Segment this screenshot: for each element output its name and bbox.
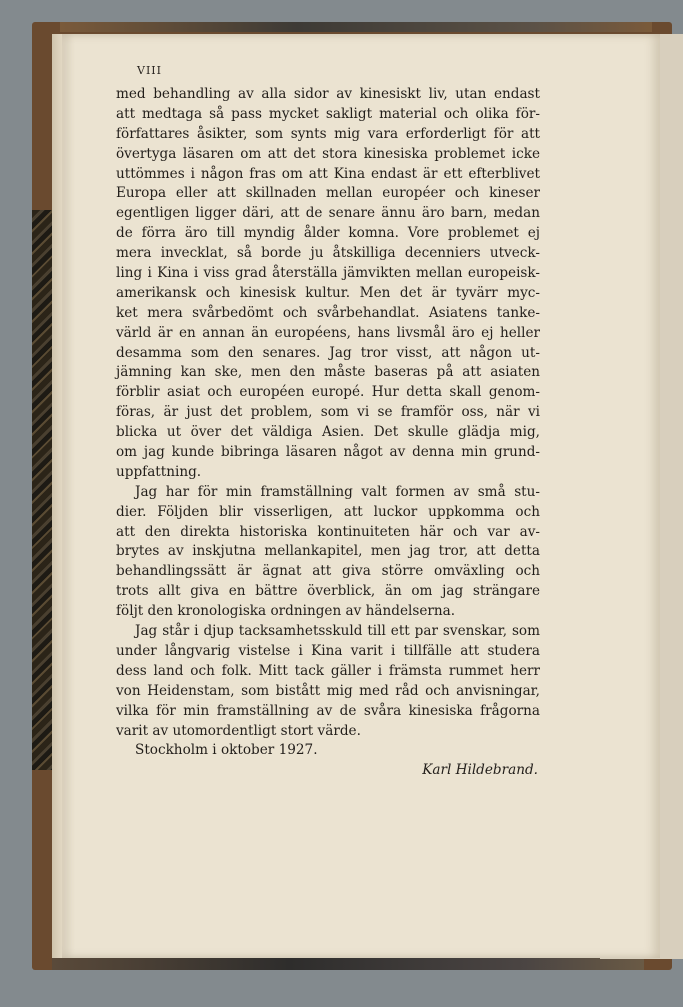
text-line: följt den kronologiska ordningen av händelserna. xyxy=(116,603,456,620)
text-line: om jag kunde bibringa läsaren något av denna min grund- xyxy=(116,444,540,461)
text-line: jämning kan ske, men den måste baseras på att asiaten xyxy=(116,364,540,381)
text-line: vilka för min framställning av de svåra kinesiska frågorna xyxy=(116,702,540,719)
text-line: föras, är just det problem, som vi se framför oss, när vi xyxy=(116,404,540,421)
text-line: amerikansk och kinesisk kultur. Men det är tyvärr myc- xyxy=(116,284,540,301)
text-line: Jag har för min framställning valt formen av små stu- xyxy=(135,483,540,500)
page-number: VIII xyxy=(137,64,162,77)
text-line: övertyga läsaren om att det stora kinesiska problemet icke xyxy=(116,145,540,162)
page-bottom-edge xyxy=(52,958,644,970)
text-line: Jag står i djup tacksamhetsskuld till ett par svenskar, som xyxy=(135,623,540,640)
text-line: egentligen ligger däri, att de senare ännu äro barn, medan xyxy=(116,205,540,222)
text-line: under långvarig vistelse i Kina varit i tillfälle att studera xyxy=(116,642,540,659)
text-line: varit av utomordentligt stort värde. xyxy=(116,722,361,739)
text-line: förblir asiat och européen europé. Hur detta skall genom- xyxy=(116,384,540,401)
text-line: mera invecklat, så borde ju åtskilliga decenniers utveck- xyxy=(116,245,540,262)
text-line: desamma som den senares. Jag tror visst, att någon ut- xyxy=(116,344,540,361)
page-top-edge xyxy=(60,22,652,32)
text-line: uttömmes i någon fras om att Kina endast är ett efterblivet xyxy=(116,165,540,182)
marbled-spine xyxy=(32,210,54,770)
text-line: ling i Kina i viss grad återställa jämvikten mellan europeisk- xyxy=(116,265,540,282)
text-line: behandlingssätt är ägnat att giva större omväxling och xyxy=(116,563,540,580)
text-line: uppfattning. xyxy=(116,463,202,480)
text-line: med behandling av alla sidor av kinesiskt liv, utan endast xyxy=(116,86,540,102)
text-line: von Heidenstam, som bistått mig med råd och anvisningar, xyxy=(116,682,540,699)
text-line: blicka ut över det väldiga Asien. Det skulle glädja mig, xyxy=(116,424,540,441)
text-line: författares åsikter, som synts mig vara erforderligt för att xyxy=(116,125,540,142)
text-line: värld är en annan än européens, hans livsmål äro ej heller xyxy=(116,324,540,341)
text-line: brytes av inskjutna mellankapitel, men jag tror, att detta xyxy=(116,543,540,560)
text-line: trots allt giva en bättre överblick, än om jag strängare xyxy=(116,583,540,600)
text-line: Stockholm i oktober 1927. xyxy=(135,742,318,759)
text-line: att medtaga så pass mycket sakligt material och olika för- xyxy=(116,105,540,122)
text-line: att den direkta historiska kontinuiteten här och var av- xyxy=(116,523,540,540)
text-line: dess land och folk. Mitt tack gäller i främsta rummet herr xyxy=(116,662,540,679)
text-line: ket mera svårbedömt och svårbehandlat. Asiatens tanke- xyxy=(116,304,540,321)
text-line: dier. Följden blir visserligen, att luckor uppkomma och xyxy=(116,503,540,520)
text-line: Europa eller att skillnaden mellan européer och kineser xyxy=(116,185,540,202)
signature: Karl Hildebrand. xyxy=(422,762,538,779)
body-text xyxy=(116,85,540,781)
text-line: de förra äro till myndig ålder komna. Vore problemet ej xyxy=(116,225,540,242)
